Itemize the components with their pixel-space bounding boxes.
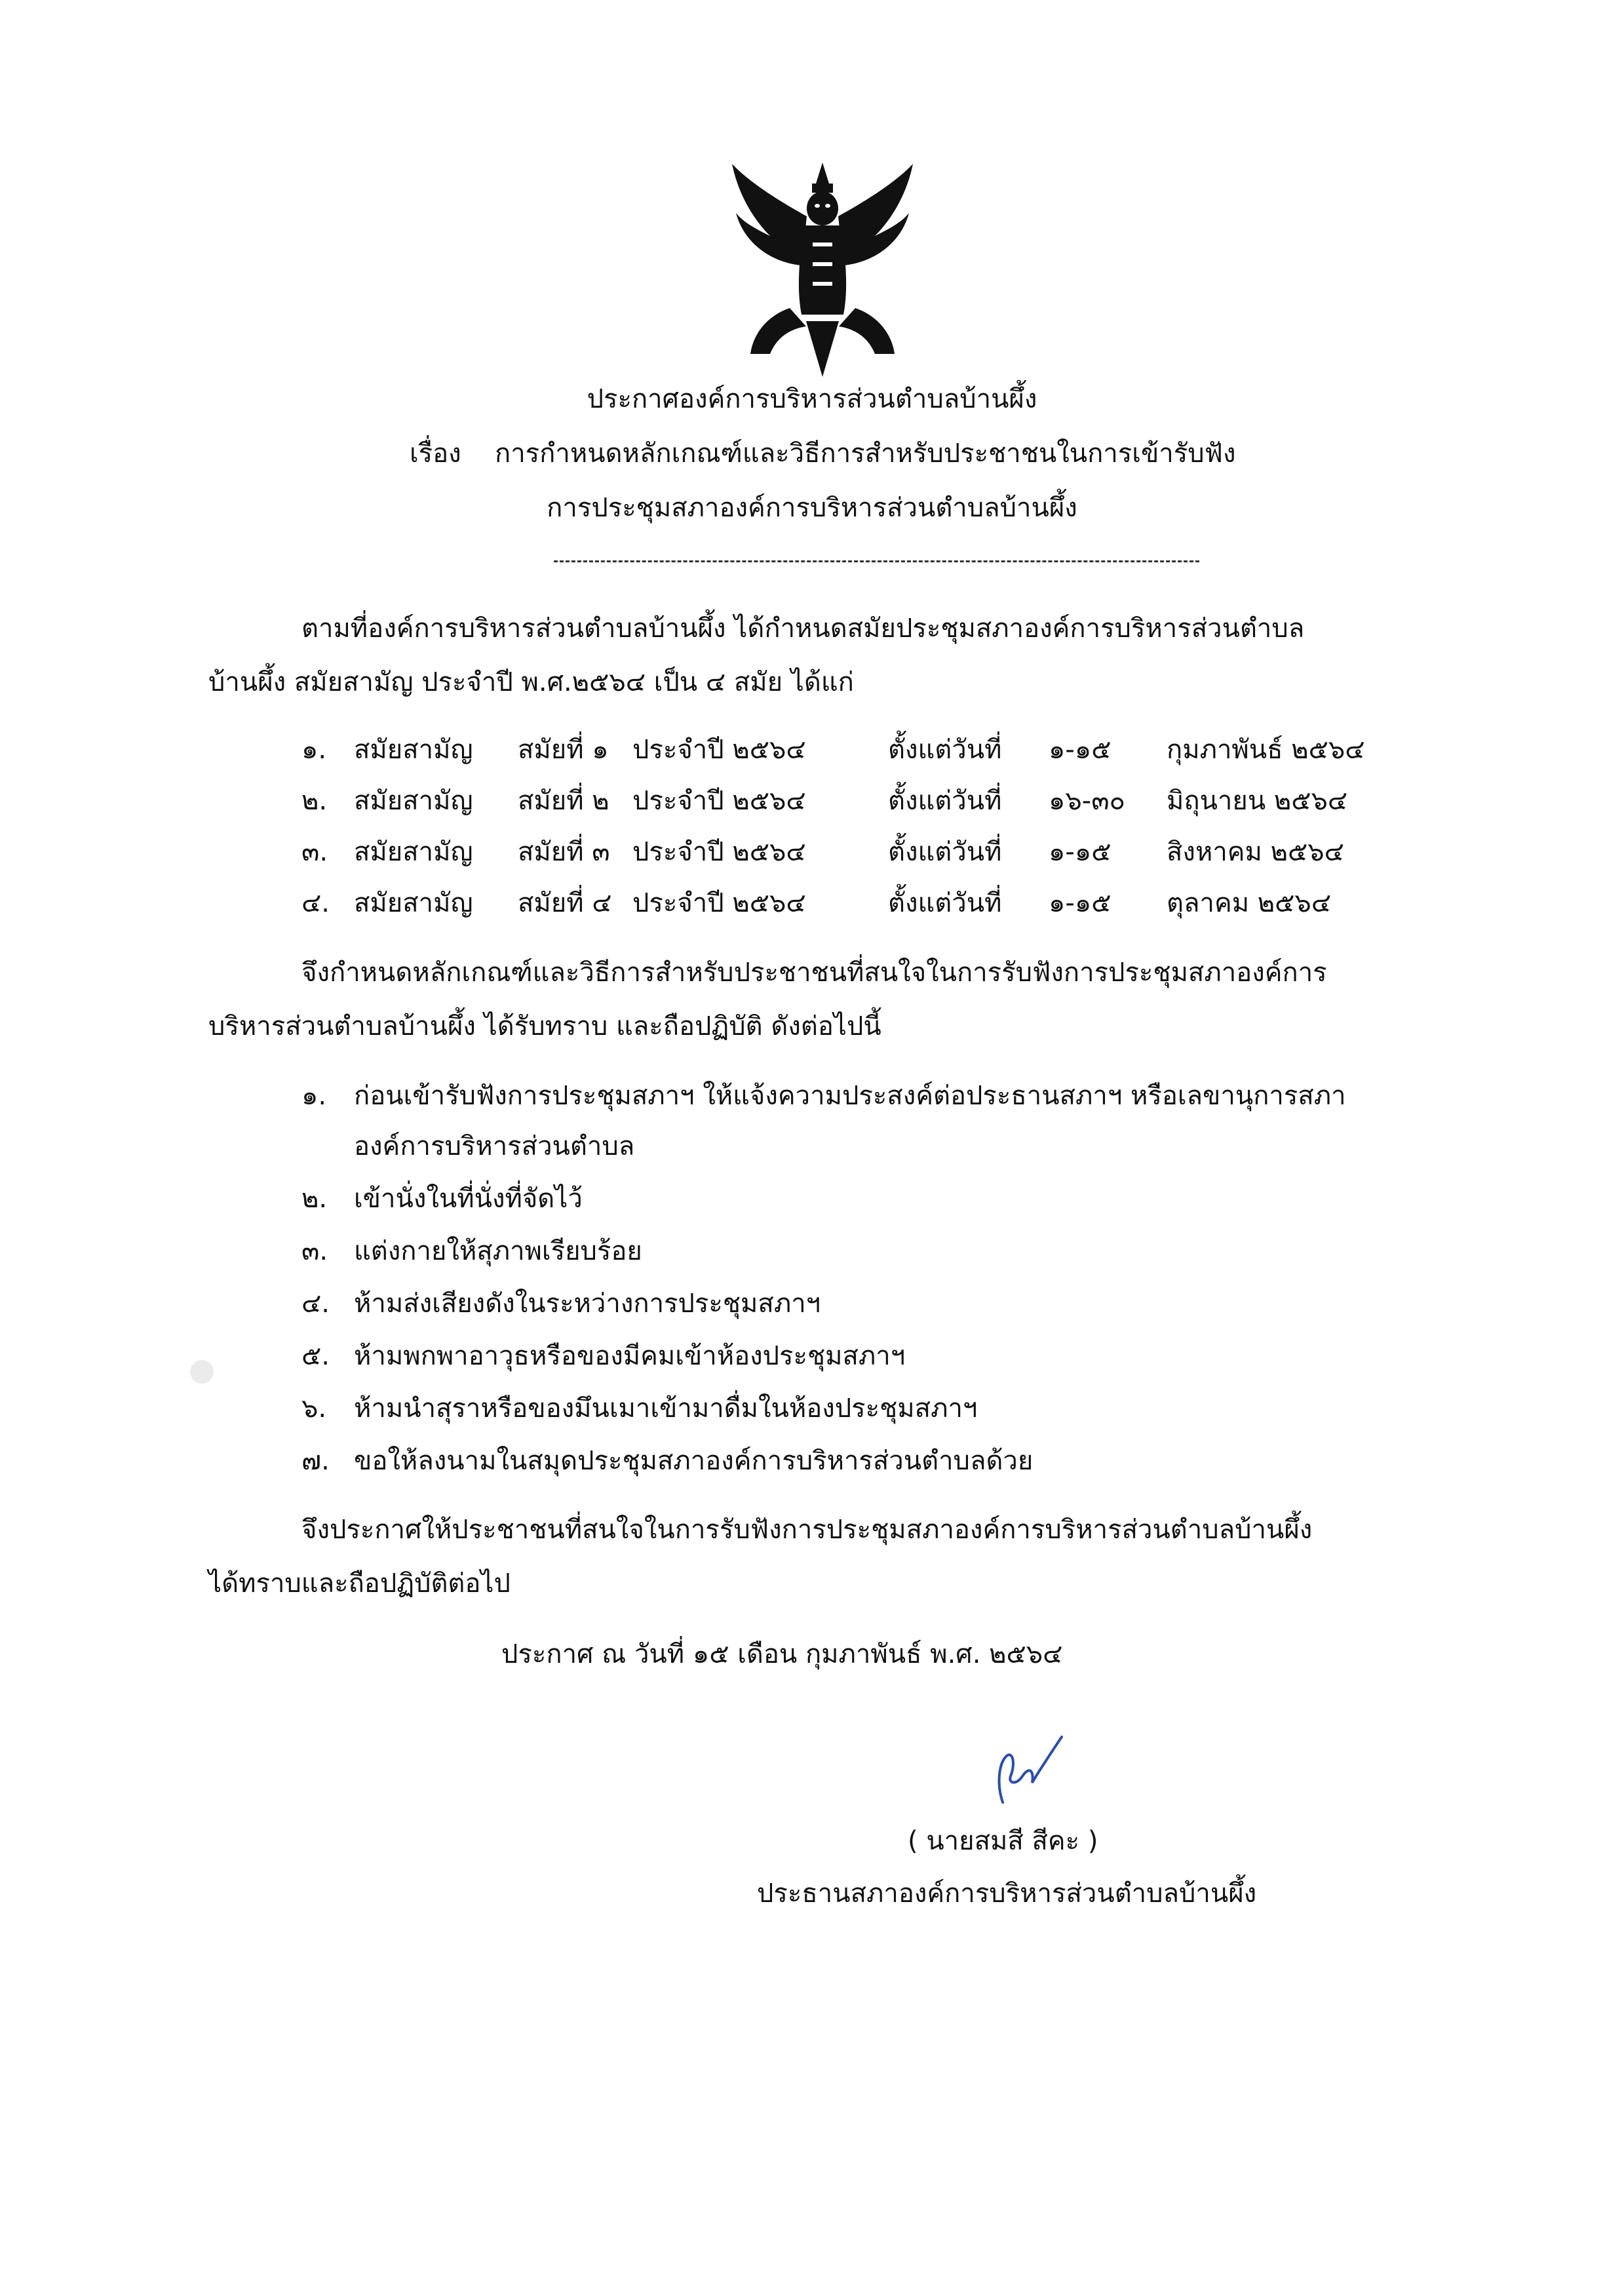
rule-number: ๖. [301, 1393, 327, 1424]
rule-number: ๑. [301, 1081, 327, 1111]
paper-smudge [190, 1360, 214, 1384]
session-year: ประจำปี ๒๕๖๔ [632, 837, 806, 867]
session-from-label: ตั้งแต่วันที่ [888, 837, 1002, 867]
session-month: กุมภาพันธ์ ๒๕๖๔ [1167, 735, 1365, 765]
session-from-label: ตั้งแต่วันที่ [888, 786, 1002, 816]
rule-number: ๔. [301, 1289, 330, 1319]
session-number: ๑. [301, 735, 327, 765]
rule-number: ๒. [301, 1184, 328, 1214]
session-days: ๑-๑๕ [1049, 888, 1112, 918]
session-type: สมัยสามัญ [354, 837, 473, 867]
signature-icon [976, 1730, 1081, 1816]
session-year: ประจำปี ๒๕๖๔ [632, 888, 806, 918]
rule-text: ห้ามนำสุราหรือของมึนเมาเข้ามาดื่มในห้องประชุมสภาฯ [354, 1393, 978, 1424]
subject-label: เรื่อง [410, 438, 461, 469]
session-days: ๑-๑๕ [1049, 837, 1112, 867]
rules-intro-line-1: จึงกำหนดหลักเกณฑ์และวิธีการสำหรับประชาชนที่สนใจในการรับฟังการประชุมสภาองค์การ [301, 958, 1327, 988]
garuda-emblem-icon [724, 157, 921, 380]
document-title: ประกาศองค์การบริหารส่วนตำบลบ้านผึ้ง [587, 384, 1037, 414]
session-type: สมัยสามัญ [354, 735, 473, 765]
session-days: ๑-๑๕ [1049, 735, 1112, 765]
session-number: ๓. [301, 837, 328, 867]
session-year: ประจำปี ๒๕๖๔ [632, 786, 806, 816]
rules-intro-line-2: บริหารส่วนตำบลบ้านผึ้ง ได้รับทราบ และถือปฏิบัติ ดังต่อไปนี้ [208, 1011, 881, 1041]
rule-text-continued: องค์การบริหารส่วนตำบล [354, 1131, 635, 1161]
session-index: สมัยที่ ๓ [518, 837, 610, 867]
session-month: ตุลาคม ๒๕๖๔ [1167, 888, 1332, 918]
rule-text: ห้ามส่งเสียงดังในระหว่างการประชุมสภาฯ [354, 1289, 821, 1319]
session-days: ๑๖-๓๐ [1049, 786, 1125, 816]
session-row [301, 785, 1481, 822]
session-number: ๔. [301, 888, 330, 918]
session-index: สมัยที่ ๒ [518, 786, 609, 816]
rule-text: ห้ามพกพาอาวุธหรือของมีคมเข้าห้องประชุมสภาฯ [354, 1341, 906, 1371]
subject-line-1: การกำหนดหลักเกณฑ์และวิธีการสำหรับประชาชนในการเข้ารับฟัง [495, 438, 1236, 469]
signatory-name: ( นายสมสี สีคะ ) [908, 1826, 1098, 1856]
session-from-label: ตั้งแต่วันที่ [888, 735, 1002, 765]
session-index: สมัยที่ ๔ [518, 888, 612, 918]
session-row [301, 887, 1481, 924]
session-type: สมัยสามัญ [354, 786, 473, 816]
closing-line-2: ได้ทราบและถือปฏิบัติต่อไป [208, 1568, 511, 1599]
header-divider [554, 560, 1199, 562]
signatory-position: ประธานสภาองค์การบริหารส่วนตำบลบ้านผึ้ง [757, 1878, 1257, 1909]
session-index: สมัยที่ ๑ [518, 735, 609, 765]
session-month: สิงหาคม ๒๕๖๔ [1167, 837, 1344, 867]
session-month: มิถุนายน ๒๕๖๔ [1167, 786, 1348, 816]
session-row [301, 836, 1481, 873]
rule-number: ๓. [301, 1236, 328, 1266]
rule-text: แต่งกายให้สุภาพเรียบร้อย [354, 1236, 642, 1266]
closing-line-1: จึงประกาศให้ประชาชนที่สนใจในการรับฟังการประชุมสภาองค์การบริหารส่วนตำบลบ้านผึ้ง [301, 1515, 1313, 1545]
intro-line-2: บ้านผึ้ง สมัยสามัญ ประจำปี พ.ศ.๒๕๖๔ เป็น ๔ สมัย ได้แก่ [208, 667, 854, 697]
session-from-label: ตั้งแต่วันที่ [888, 888, 1002, 918]
session-type: สมัยสามัญ [354, 888, 473, 918]
announcement-date: ประกาศ ณ วันที่ ๑๕ เดือน กุมภาพันธ์ พ.ศ. ๒๕๖๔ [501, 1639, 1063, 1669]
subject-line-2: การประชุมสภาองค์การบริหารส่วนตำบลบ้านผึ้ง [547, 493, 1077, 523]
rule-text: ก่อนเข้ารับฟังการประชุมสภาฯ ให้แจ้งความประสงค์ต่อประธานสภาฯ หรือเลขานุการสภา [354, 1081, 1346, 1111]
session-row [301, 734, 1481, 771]
rule-number: ๗. [301, 1446, 330, 1476]
rule-text: ขอให้ลงนามในสมุดประชุมสภาองค์การบริหารส่วนตำบลด้วย [354, 1446, 1034, 1476]
intro-line-1: ตามที่องค์การบริหารส่วนตำบลบ้านผึ้ง ได้กำหนดสมัยประชุมสภาองค์การบริหารส่วนตำบล [301, 613, 1305, 644]
rule-number: ๕. [301, 1341, 330, 1371]
rule-text: เข้านั่งในที่นั่งที่จัดไว้ [354, 1184, 583, 1214]
session-number: ๒. [301, 786, 328, 816]
session-year: ประจำปี ๒๕๖๔ [632, 735, 806, 765]
